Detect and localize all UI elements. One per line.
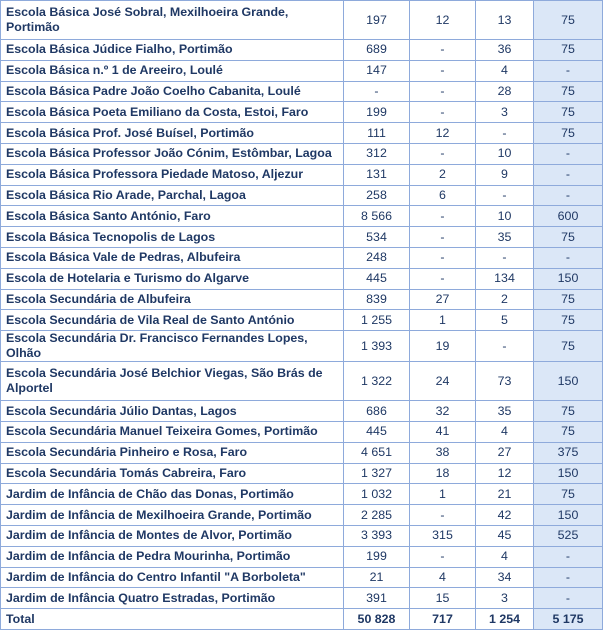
table-row — [1, 185, 603, 206]
value-cell-d: 75 — [534, 40, 603, 61]
value-cell-c: 5 — [476, 310, 534, 331]
school-name-cell: Jardim de Infância Quatro Estradas, Portimão — [1, 588, 344, 609]
value-cell-d: 525 — [534, 525, 603, 546]
school-name-cell: Escola Secundária Júlio Dantas, Lagos — [1, 401, 344, 422]
value-cell-d: 600 — [534, 206, 603, 227]
value-cell-a: 312 — [344, 143, 410, 164]
value-cell-a: 199 — [344, 102, 410, 123]
value-cell-c: 3 — [476, 102, 534, 123]
value-cell-a: 3 393 — [344, 525, 410, 546]
school-name-cell: Escola Básica Professor João Cónim, Estômbar, Lagoa — [1, 143, 344, 164]
value-cell-c: 27 — [476, 442, 534, 463]
school-name-cell: Escola Básica Santo António, Faro — [1, 206, 344, 227]
value-cell-d: 75 — [534, 310, 603, 331]
school-name-cell: Escola Secundária de Vila Real de Santo António — [1, 310, 344, 331]
value-cell-d: - — [534, 60, 603, 81]
value-cell-a: 258 — [344, 185, 410, 206]
school-name-cell: Escola Secundária Pinheiro e Rosa, Faro — [1, 442, 344, 463]
value-cell-c: 13 — [476, 1, 534, 40]
value-cell-b: 6 — [410, 185, 476, 206]
value-cell-b: 4 — [410, 567, 476, 588]
value-cell-b: 1 — [410, 484, 476, 505]
value-cell-b: 12 — [410, 123, 476, 144]
school-name-cell: Escola Secundária Manuel Teixeira Gomes, Portimão — [1, 421, 344, 442]
value-cell-a: 1 322 — [344, 362, 410, 401]
value-cell-b: 315 — [410, 525, 476, 546]
value-cell-b: - — [410, 505, 476, 526]
value-cell-d: 75 — [534, 401, 603, 422]
value-cell-a: 534 — [344, 227, 410, 248]
value-cell-c: 73 — [476, 362, 534, 401]
total-value-a: 50 828 — [344, 609, 410, 630]
table-row — [1, 164, 603, 185]
school-name-cell: Escola Secundária José Belchior Viegas, São Brás de Alportel — [1, 362, 344, 401]
table-row — [1, 442, 603, 463]
school-name-cell: Escola Básica Júdice Fialho, Portimão — [1, 40, 344, 61]
value-cell-b: - — [410, 102, 476, 123]
value-cell-d: - — [534, 164, 603, 185]
value-cell-c: 35 — [476, 227, 534, 248]
school-name-cell: Escola Básica Tecnopolis de Lagos — [1, 227, 344, 248]
value-cell-d: 375 — [534, 442, 603, 463]
table-row — [1, 268, 603, 289]
value-cell-b: 38 — [410, 442, 476, 463]
value-cell-d: - — [534, 247, 603, 268]
value-cell-b: - — [410, 40, 476, 61]
value-cell-c: 10 — [476, 206, 534, 227]
school-name-cell: Escola Básica Vale de Pedras, Albufeira — [1, 247, 344, 268]
value-cell-d: - — [534, 567, 603, 588]
value-cell-c: 42 — [476, 505, 534, 526]
total-value-b: 717 — [410, 609, 476, 630]
table-row — [1, 331, 603, 362]
school-name-cell: Escola Básica Prof. José Buísel, Portimão — [1, 123, 344, 144]
value-cell-b: - — [410, 206, 476, 227]
value-cell-c: 4 — [476, 421, 534, 442]
table-row — [1, 567, 603, 588]
value-cell-a: 445 — [344, 421, 410, 442]
value-cell-d: 75 — [534, 1, 603, 40]
value-cell-d: 75 — [534, 484, 603, 505]
value-cell-c: 28 — [476, 81, 534, 102]
table-row — [1, 525, 603, 546]
value-cell-c: 36 — [476, 40, 534, 61]
value-cell-d: 75 — [534, 227, 603, 248]
value-cell-a: 445 — [344, 268, 410, 289]
school-name-cell: Escola Básica José Sobral, Mexilhoeira Grande, Portimão — [1, 1, 344, 40]
value-cell-a: 4 651 — [344, 442, 410, 463]
value-cell-d: 75 — [534, 102, 603, 123]
table-row — [1, 588, 603, 609]
value-cell-a: - — [344, 81, 410, 102]
value-cell-c: 34 — [476, 567, 534, 588]
school-name-cell: Escola Secundária de Albufeira — [1, 289, 344, 310]
school-name-cell: Escola de Hotelaria e Turismo do Algarve — [1, 268, 344, 289]
school-name-cell: Jardim de Infância de Pedra Mourinha, Portimão — [1, 546, 344, 567]
school-name-cell: Escola Básica n.º 1 de Areeiro, Loulé — [1, 60, 344, 81]
value-cell-a: 391 — [344, 588, 410, 609]
value-cell-b: - — [410, 227, 476, 248]
value-cell-a: 111 — [344, 123, 410, 144]
value-cell-b: - — [410, 81, 476, 102]
value-cell-c: 134 — [476, 268, 534, 289]
value-cell-a: 1 032 — [344, 484, 410, 505]
value-cell-c: 35 — [476, 401, 534, 422]
total-value-d: 5 175 — [534, 609, 603, 630]
school-name-cell: Escola Básica Professora Piedade Matoso, Aljezur — [1, 164, 344, 185]
school-name-cell: Escola Básica Poeta Emiliano da Costa, Estoi, Faro — [1, 102, 344, 123]
value-cell-b: 18 — [410, 463, 476, 484]
value-cell-d: 150 — [534, 268, 603, 289]
table-row — [1, 362, 603, 401]
table-row — [1, 310, 603, 331]
value-cell-c: 21 — [476, 484, 534, 505]
value-cell-c: - — [476, 123, 534, 144]
value-cell-a: 199 — [344, 546, 410, 567]
value-cell-b: 2 — [410, 164, 476, 185]
table-row — [1, 143, 603, 164]
table-row — [1, 227, 603, 248]
value-cell-b: - — [410, 143, 476, 164]
value-cell-b: 32 — [410, 401, 476, 422]
value-cell-d: 75 — [534, 289, 603, 310]
value-cell-a: 21 — [344, 567, 410, 588]
value-cell-b: - — [410, 268, 476, 289]
value-cell-c: 10 — [476, 143, 534, 164]
value-cell-a: 2 285 — [344, 505, 410, 526]
school-name-cell: Escola Básica Padre João Coelho Cabanita, Loulé — [1, 81, 344, 102]
value-cell-c: 4 — [476, 60, 534, 81]
value-cell-a: 1 327 — [344, 463, 410, 484]
table-row — [1, 1, 603, 40]
value-cell-b: 24 — [410, 362, 476, 401]
value-cell-a: 131 — [344, 164, 410, 185]
table-row — [1, 484, 603, 505]
value-cell-d: 150 — [534, 463, 603, 484]
school-name-cell: Jardim de Infância de Mexilhoeira Grande, Portimão — [1, 505, 344, 526]
table-row — [1, 247, 603, 268]
table-row — [1, 401, 603, 422]
total-row — [1, 609, 603, 630]
school-name-cell: Jardim de Infância de Chão das Donas, Portimão — [1, 484, 344, 505]
value-cell-d: 75 — [534, 81, 603, 102]
value-cell-a: 686 — [344, 401, 410, 422]
school-name-cell: Jardim de Infância de Montes de Alvor, Portimão — [1, 525, 344, 546]
value-cell-c: - — [476, 185, 534, 206]
value-cell-c: 45 — [476, 525, 534, 546]
value-cell-d: - — [534, 546, 603, 567]
table-body — [1, 1, 603, 630]
value-cell-b: 27 — [410, 289, 476, 310]
value-cell-d: 75 — [534, 421, 603, 442]
table-row — [1, 81, 603, 102]
value-cell-d: 150 — [534, 505, 603, 526]
value-cell-d: 75 — [534, 331, 603, 362]
value-cell-b: - — [410, 247, 476, 268]
value-cell-d: 75 — [534, 123, 603, 144]
table-row — [1, 102, 603, 123]
value-cell-c: 4 — [476, 546, 534, 567]
value-cell-c: 12 — [476, 463, 534, 484]
table-row — [1, 123, 603, 144]
table-row — [1, 289, 603, 310]
table-row — [1, 206, 603, 227]
value-cell-a: 689 — [344, 40, 410, 61]
value-cell-a: 8 566 — [344, 206, 410, 227]
school-name-cell: Escola Secundária Tomás Cabreira, Faro — [1, 463, 344, 484]
value-cell-b: 15 — [410, 588, 476, 609]
value-cell-a: 839 — [344, 289, 410, 310]
value-cell-a: 1 393 — [344, 331, 410, 362]
value-cell-a: 147 — [344, 60, 410, 81]
value-cell-a: 248 — [344, 247, 410, 268]
table-row — [1, 421, 603, 442]
value-cell-c: - — [476, 247, 534, 268]
value-cell-b: 19 — [410, 331, 476, 362]
value-cell-b: 41 — [410, 421, 476, 442]
value-cell-b: 12 — [410, 1, 476, 40]
value-cell-a: 1 255 — [344, 310, 410, 331]
value-cell-c: - — [476, 331, 534, 362]
value-cell-d: 150 — [534, 362, 603, 401]
table-row — [1, 546, 603, 567]
total-value-c: 1 254 — [476, 609, 534, 630]
value-cell-d: - — [534, 185, 603, 206]
table-row — [1, 40, 603, 61]
value-cell-c: 3 — [476, 588, 534, 609]
value-cell-c: 2 — [476, 289, 534, 310]
value-cell-d: - — [534, 143, 603, 164]
table-row — [1, 60, 603, 81]
value-cell-b: - — [410, 60, 476, 81]
school-name-cell: Escola Básica Rio Arade, Parchal, Lagoa — [1, 185, 344, 206]
school-name-cell: Jardim de Infância do Centro Infantil "A Borboleta" — [1, 567, 344, 588]
table-row — [1, 505, 603, 526]
table-row — [1, 463, 603, 484]
total-label: Total — [1, 609, 344, 630]
value-cell-b: 1 — [410, 310, 476, 331]
school-name-cell: Escola Secundária Dr. Francisco Fernandes Lopes, Olhão — [1, 331, 344, 362]
value-cell-b: - — [410, 546, 476, 567]
value-cell-d: - — [534, 588, 603, 609]
value-cell-c: 9 — [476, 164, 534, 185]
value-cell-a: 197 — [344, 1, 410, 40]
